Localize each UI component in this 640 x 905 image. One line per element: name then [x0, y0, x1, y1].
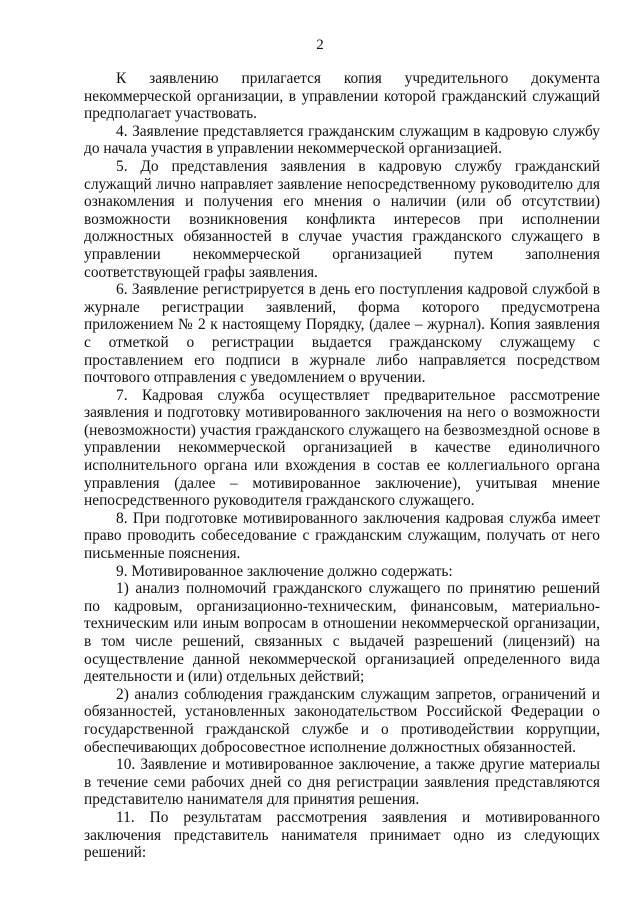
paragraph-item-11: 11. По результатам рассмотрения заявления и мотивированного заключения представитель нанимателя принимает одно из следующих решений:	[84, 808, 600, 862]
paragraph-subitem-1: 1) анализ полномочий гражданского служащего по принятию решений по кадровым, организационно-техническим, финансовым, материально-техническим или иным вопросам в отношении некоммерческой организации, в том числе решений, связанных с выдачей разрешений (лицензий) на осуществление данной некоммерческой организацией определенного вида деятельности и (или) отдельных действий;	[84, 580, 600, 686]
paragraph-attachment-note: К заявлению прилагается копия учредительного документа некоммерческой организации, в управлении которой гражданский служащий предполагает участвовать.	[84, 70, 600, 123]
paragraph-item-8: 8. При подготовке мотивированного заключения кадровая служба имеет право проводить собеседование с гражданским служащим, получать от него письменные пояснения.	[84, 509, 600, 563]
page-number: 2	[316, 37, 324, 53]
paragraph-subitem-2: 2) анализ соблюдения гражданским служащим запретов, ограничений и обязанностей, установленных законодательством Российской Федерации о государственной гражданской службе и о противодействии коррупции, обеспечивающих добросовестное исполнение должностных обязанностей.	[84, 685, 600, 756]
paragraph-item-4: 4. Заявление представляется гражданским служащим в кадровую службу до начала участия в управлении некоммерческой организацией.	[84, 122, 600, 158]
document-body	[84, 70, 600, 862]
paragraph-item-6: 6. Заявление регистрируется в день его поступления кадровой службой в журнале регистрации заявлений, форма которого предусмотрена приложением № 2 к настоящему Порядку, (далее – журнал). Копия заявления с отметкой о регистрации выдается гражданскому служащему с проставлением его подписи в журнале либо направляется посредством почтового отправления с уведомлением о вручении.	[84, 281, 600, 387]
paragraph-item-10: 10. Заявление и мотивированное заключение, а также другие материалы в течение семи рабочих дней со дня регистрации заявления представляются представителю нанимателя для принятия решения.	[84, 756, 600, 809]
paragraph-item-9: 9. Мотивированное заключение должно содержать:	[116, 562, 453, 580]
paragraph-item-5: 5. До представления заявления в кадровую службу гражданский служащий лично направляет заявление непосредственному руководителю для ознакомления и получения его мнения о наличии (или об отсутствии) возможности возникновения конфликта интересов при исполнении должностных обязанностей в случае участия гражданского служащего в управлении некоммерческой организацией путем заполнения соответствующей графы заявления.	[84, 157, 600, 281]
paragraph-item-7: 7. Кадровая служба осуществляет предварительное рассмотрение заявления и подготовку мотивированного заключения на него о возможности (невозможности) участия гражданского служащего на безвозмездной основе в управлении некоммерческой организацией в качестве единоличного исполнительного органа или вхождения в состав ее коллегиального органа управления (далее – мотивированное заключение), учитывая мнение непосредственного руководителя гражданского служащего.	[84, 386, 600, 510]
